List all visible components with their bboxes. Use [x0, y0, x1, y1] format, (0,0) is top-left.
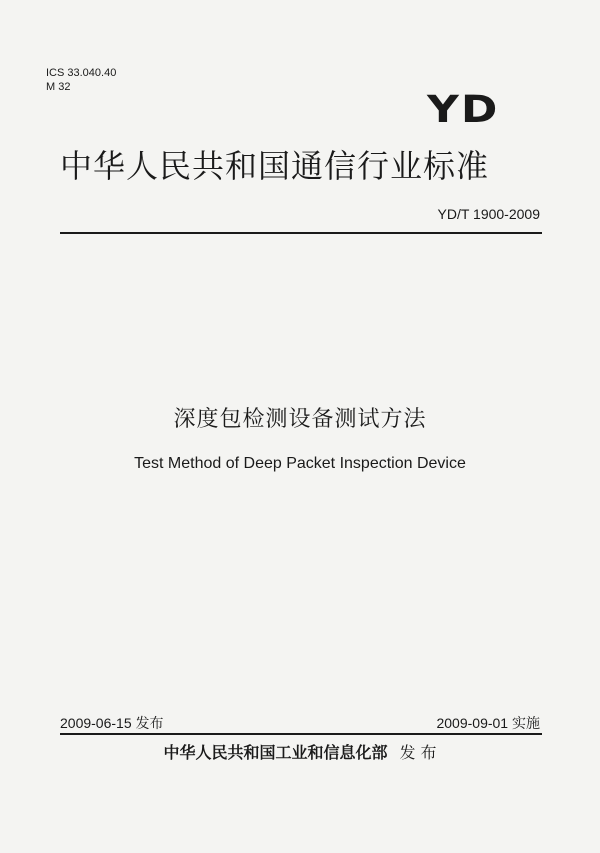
- standard-number: YD/T 1900-2009: [437, 206, 540, 222]
- header-divider: [60, 232, 542, 234]
- ics-code: ICS 33.040.40: [46, 67, 117, 79]
- publisher-name: 中华人民共和国工业和信息化部: [163, 743, 388, 762]
- publisher-line: [0, 740, 600, 763]
- document-title-cn: 深度包检测设备测试方法: [173, 407, 427, 432]
- issue-date: 2009-06-15 发布: [60, 715, 164, 731]
- classification-codes: [46, 66, 116, 94]
- standard-title: 中华人民共和国通信行业标准: [60, 147, 490, 185]
- footer-divider: [60, 733, 542, 735]
- ccs-code: M 32: [46, 81, 71, 93]
- implementation-date: 2009-09-01 实施: [436, 715, 540, 731]
- yd-logo: YD: [427, 88, 500, 132]
- document-title-en: Test Method of Deep Packet Inspection Device: [134, 455, 466, 472]
- publisher-suffix: 发 布: [399, 743, 437, 762]
